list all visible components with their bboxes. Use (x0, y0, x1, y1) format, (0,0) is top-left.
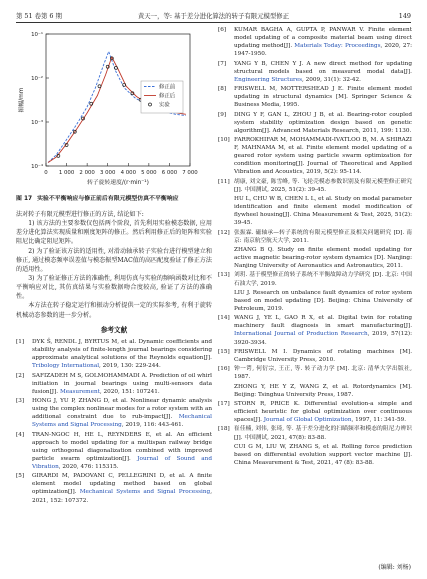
reference-number: [15] (218, 348, 230, 355)
reference-item (218, 85, 412, 109)
y-tick-label: 10⁻² (31, 76, 43, 82)
x-tick-label: 4 000 (120, 170, 137, 176)
reference-number: [7] (218, 60, 227, 67)
reference-text: FARROKHIFAR M, MOHAMMADI-IVATLOO B, M. A SHIRAZI F, MAHNAMA M, et al. Finite element model updating of a geared rotor system using particle swarm optimization for condition monitoring[J]. Journal of Theoretical and Applied Vibration and Acoustics, 2019, 5(2): 95-114. (234, 136, 412, 176)
reference-text: SAFIZADEH M S, GOLMOHAMMADI A. Prediction of oil whirl initiation in journal bearings using multi-sensors data fusion[J]. Measurement, 2020, 151: 107241. (32, 372, 212, 395)
body-paragraph: 3) 为了验证修正方法的准确性, 利用仿真与实验的频响函数对比和不平衡响应对比, 其仿真结果与实验数据吻合度较高, 验证了方法的准确性。 (16, 274, 212, 301)
reference-number: [9] (218, 111, 227, 118)
reference-item (218, 136, 412, 176)
reference-number (218, 443, 231, 467)
reference-text: FRISWELL M I. Dynamics of rotating machines [M]. Cambridge University Press, 2010. (234, 348, 412, 363)
reference-link[interactable]: Mechanical Systems and Signal Processing (32, 414, 212, 429)
figure-17 (16, 26, 212, 194)
body-paragraph: 本方法在转子稳定运行和振动分析提供一定的实际参考, 有利于旋转机械动态参数的进一步分析。 (16, 302, 212, 319)
reference-number: [5] (16, 473, 25, 480)
reference-number: [14] (218, 315, 230, 322)
y-tick-label: 10⁻¹ (31, 32, 43, 38)
reference-text: 钟一谔, 何衍宗, 王正, 等. 转子动力学 [M]. 北京: 清华大学出版社, 1987. (234, 366, 412, 381)
reference-number: [2] (16, 372, 25, 379)
reference-text: KUMAR BAGHA A, GUPTA P, PANWAR V. Finite element model updating of a composite material beam using direct updating method[J]. Materials Today: Proceedings, 2020, 27: 1947-1950. (234, 27, 412, 58)
x-tick-label: 6 000 (161, 170, 178, 176)
right-column (218, 26, 412, 468)
header-page-number: 149 (398, 12, 411, 20)
reference-text: TRAN-NGOC H, HE L, REYNDERS E, et al. An efficient approach to model updating for a multispan railway bridge using orthogonal diagonalization combined with improved particle swarm optimization[J]. Journal of Sound and Vibration, 2020, 476: 115315. (32, 431, 212, 470)
reference-item (218, 443, 412, 467)
reference-item (218, 400, 412, 424)
reference-number (218, 246, 231, 270)
reference-text: 胡康, 刘文豪, 陈雪峰, 等. 飞轮壳模态参数识别及有限元模型修正研究 [J]. 中国测试, 2025, 51(2): 39-45. (234, 178, 412, 193)
reference-link[interactable]: International Journal of Production Research (234, 331, 368, 338)
reference-text: YANG Y B, CHEN Y J. A new direct method for updating structural models based on measured modal data[J]. Engineering Structures, 2009, 31(1): 32-42. (234, 60, 412, 83)
reference-number: [13] (218, 272, 230, 279)
reference-item (16, 472, 212, 504)
reference-number: [12] (218, 229, 230, 236)
reference-number: [1] (16, 339, 25, 346)
reference-item (218, 271, 412, 287)
figure-caption-text: 实验不平衡响应与修正前后有限元模型仿真不平衡响应 (37, 196, 179, 202)
reference-text: ZHANG B Q. Study on finite element model updating for active magnetic bearing-rotor system dynamics [D]. Nanjing: Nanjing University of Aeronautics and Astronautics, 2011. (234, 246, 412, 270)
reference-link[interactable]: Journal of Global Optimization (263, 417, 352, 424)
x-tick-label: 3 000 (99, 170, 116, 176)
reference-number: [8] (218, 86, 227, 93)
reference-number (218, 383, 231, 399)
x-tick-label: 2 000 (79, 170, 95, 176)
reference-number (218, 195, 231, 227)
y-tick-label: 10⁻³ (31, 120, 43, 126)
running-header (16, 10, 411, 23)
reference-text: LIU J. Research on unbalance fault dynamics of rotor system based on model updating [D]. Beijing: China University of Petroleum, 2019. (234, 289, 412, 312)
references-left (16, 338, 212, 505)
reference-number: [10] (218, 136, 230, 143)
reference-text: 张振霖. 磁轴承—转子系统的有限元模型修正及相关问题研究 [D]. 南京: 南京航空航天大学, 2011. (234, 229, 412, 244)
data-point-实验 (98, 85, 101, 88)
body-paragraph: 法对转子有限元模型进行修正的方法, 结论如下: (16, 210, 144, 218)
body-paragraph: 2) 为了验证该方法的适用性, 对滑动轴承转子实验台进行模型建立和修正, 通过模态频率误差值与模态振型MAC值的高匹配度验证了修正方法的适用性。 (16, 247, 212, 273)
reference-number: [11] (218, 178, 230, 185)
reference-text: HONG J, YU P, ZHANG D, et al. Nonlinear dynamic analysis using the complex nonlinear modes for a rotor system with an additional constraint due to rub-impact[J]. Mechanical Systems and Signal Processing, 2019, 116: 443-461. (32, 398, 212, 429)
reference-item (16, 431, 212, 471)
reference-text: FRISWELL M, MOTTERSHEAD J E. Finite element model updating in structural dynamics [M]. Springer Science & Business Media, 1995. (234, 86, 412, 109)
left-column (16, 26, 212, 506)
header-title: 黄天一，等: 基于差分进化算法的转子有限元模型修正 (137, 12, 290, 20)
reference-link[interactable]: Engineering Structures (234, 76, 303, 83)
reference-number: [6] (218, 27, 227, 33)
reference-item (218, 289, 412, 313)
figure-number: 图 17 (16, 196, 33, 202)
reference-number: [17] (218, 400, 230, 407)
x-tick-label: 1 000 (58, 170, 75, 176)
reference-item (218, 26, 412, 58)
reference-text: GIRARDI M, PADOVANI C, PELLEGRINI D, et al. A finite element model updating method based on global optimization[J]. Mechanical Systems and Signal Processing, 2021, 152: 107372. (32, 473, 212, 504)
reference-link[interactable]: Measurement (59, 388, 100, 395)
references-title: 参考文献 (100, 325, 128, 334)
reference-item (218, 178, 412, 194)
legend-label: 修正后 (159, 93, 176, 100)
reference-number: [3] (16, 398, 25, 405)
unbalance-response-chart (16, 26, 212, 194)
legend-label: 实验 (159, 102, 170, 109)
reference-number: [4] (16, 431, 25, 438)
editor-note: (编辑: 刘杨) (378, 564, 411, 571)
reference-item (218, 314, 412, 346)
x-axis-label: 转子旋转速度/(r·min⁻¹) (87, 180, 149, 186)
header-volume: 第 51 卷第 6 期 (16, 12, 62, 20)
reference-item (218, 348, 412, 364)
reference-number: [18] (218, 426, 230, 433)
reference-text: ZHONG Y, HE Y Z, WANG Z, et al. Rotordynamics [M]. Beijing: Tsinghua University Press, 1987. (234, 383, 412, 398)
reference-text: CUI G M, LIU W, ZHANG S, et al. Rolling force prediction based on differential evolution support vector machine [J]. China Measurement & Test, 2021, 47 (8): 83-88. (234, 443, 412, 466)
x-tick-label: 0 (44, 170, 48, 176)
references-right (218, 26, 412, 467)
y-tick-label: 10⁻⁴ (31, 164, 43, 170)
reference-text: STORN R, PRICE K. Differential evolution-a simple and efficient heuristic for global optimization over continuous spaces[J]. Journal of Global Optimization, 1997, 11: 341-59. (234, 400, 412, 424)
reference-text: 刘玥. 基于模型修正的转子系统不平衡故障动力学研究 [D]. 北京: 中国石油大学, 2019. (234, 272, 412, 287)
reference-item (218, 229, 412, 245)
reference-item (218, 365, 412, 381)
legend-label: 修正前 (159, 84, 176, 91)
reference-link[interactable]: Journal of Sound and Vibration (32, 455, 212, 470)
reference-link[interactable]: Mechanical Systems and Signal Processing (79, 489, 211, 496)
reference-link[interactable]: Materials Today: Proceedings (294, 43, 381, 50)
body-paragraph: 1) 该方法的主要参数仅包括两个阶段, 首先利用实验模态数据, 应用差分进化算法实现质量和刚度矩阵的修正。然后利用修正后的矩阵和实验阻尼比确定阻尼矩阵。 (16, 220, 212, 246)
reference-item (218, 111, 412, 135)
reference-item (16, 338, 212, 370)
conclusion-text (16, 210, 212, 320)
reference-number (218, 289, 231, 313)
figure-caption (16, 196, 212, 204)
reference-text: HU L, CHU W B, CHEN L L, et al. Study on modal parameter identification and finite element model modification of flywheel housing[J]. China Measurement & Test, 2025, 51(2): 39-45. (234, 196, 412, 227)
reference-item (218, 60, 412, 84)
reference-text: 崔佳楠, 刘伟, 张琦, 等. 基于差分进化的扫瞄频率和模态的阻尼力辨识 [J]. 中国测试, 2021, 47(8): 83-88. (234, 426, 412, 441)
reference-link[interactable]: Tribology International (32, 363, 100, 370)
reference-number: [16] (218, 366, 230, 373)
reference-item (16, 372, 212, 396)
reference-text: WANG J, YE L, GAO R X, et al. Digital twin for rotating machinery fault diagnosis in smart manufacturing[J]. International Journal of Production Research, 2019, 57(12): 3920-3934. (234, 315, 412, 346)
reference-text: DYK Š, RENDL J, BYRTUS M, et al. Dynamic coefficients and stability analysis of finite-length journal bearings considering approximate analytical solutions of the Reynolds equation[J]. Tribology International, 2019, 130: 229-244. (32, 339, 212, 370)
reference-item (218, 425, 412, 441)
y-axis-label: 振幅/mm (19, 87, 25, 113)
reference-text: DING Y F, GAN L, ZHOU J B, et al. Bearing-rotor coupled system stability optimization design based on genetic algorithm[J]. Advanced Materials Research, 2011, 199: 1130. (234, 111, 412, 134)
reference-item (218, 246, 412, 270)
x-tick-label: 7 000 (182, 170, 198, 176)
reference-item (218, 195, 412, 227)
x-tick-label: 5 000 (141, 170, 157, 176)
reference-item (16, 397, 212, 429)
reference-item (218, 383, 412, 399)
